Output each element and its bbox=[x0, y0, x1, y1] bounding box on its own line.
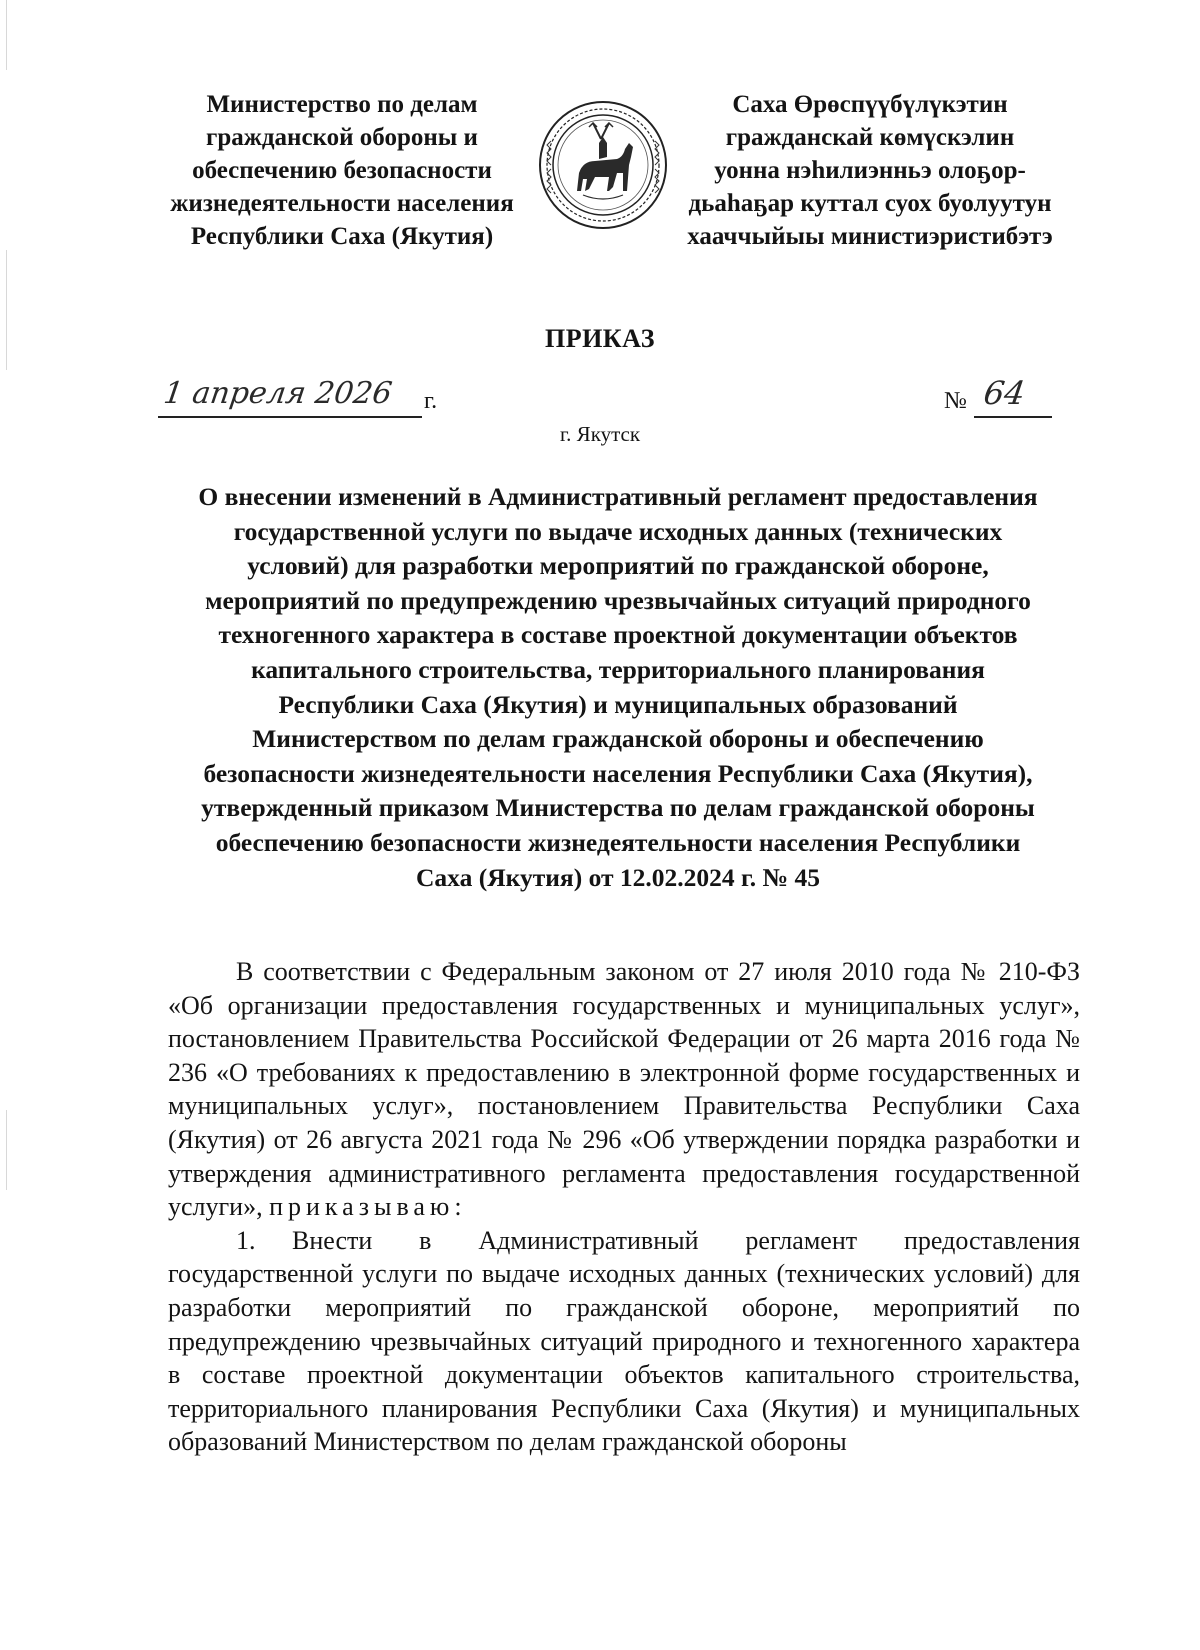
city-line: г. Якутск bbox=[559, 422, 641, 446]
scan-edge-line bbox=[6, 0, 7, 70]
item-text: Внести в Административный регламент предоставления государственной услуги по выдаче исходных данных (технических условий) для разработки мероприятий по гражданской обороне, мероприятий по предупреждению чрезвычайных ситуаций природного и техногенного характера в составе проектной документации объектов капитального строительства, территориального планирования Республики Саха (Якутия) и муниципальных образований Министерством по делам гражданской обороны bbox=[168, 1225, 1080, 1457]
date-year-suffix: г. bbox=[424, 388, 438, 414]
document-body bbox=[168, 955, 1080, 1459]
handwritten-number: 64 bbox=[981, 374, 1028, 412]
item-paragraph bbox=[168, 1224, 1080, 1459]
preamble-paragraph bbox=[168, 955, 1080, 1224]
preamble-text: В соответствии с Федеральным законом от 27 июля 2010 года № 210-ФЗ «Об организации предоставления государственных и муниципальных услуг», постановлением Правительства Российской Федерации от 26 марта 2016 года № 236 «О требованиях к предоставлению в электронной форме государственных и муниципальных услуг», постановлением Правительства Республики Саха (Якутия) от 26 августа 2021 года № 296 «Об утверждении порядка разработки и утверждения административного регламента предоставления государственной услуги», bbox=[168, 957, 1080, 1222]
ministry-name-russian: Министерство по делам гражданской обороны и обеспечению безопасности жизнедеятельности населения Республики Саха (Якутия) bbox=[170, 91, 514, 250]
order-word: приказываю: bbox=[269, 1192, 467, 1222]
number-sign: № bbox=[944, 388, 967, 414]
item-number: 1. bbox=[236, 1225, 256, 1255]
ministry-name-sakha: Саха Өрөспүүбүлүкэтин гражданскай көмүскэлин уонна нэһилиэнньэ олоҕор- дьаһаҕар куттал суох буолуутун хааччыйыы министиэристибэтэ bbox=[687, 91, 1053, 250]
date-field bbox=[158, 378, 448, 418]
order-number-field bbox=[944, 374, 1064, 418]
coat-of-arms-emblem bbox=[537, 99, 669, 231]
handwritten-date: 1 апреля 2026 bbox=[161, 376, 395, 411]
date-underline bbox=[158, 416, 422, 418]
scan-edge-line bbox=[6, 1110, 7, 1190]
number-underline bbox=[974, 416, 1052, 418]
document-title: О внесении изменений в Административный регламент предоставления государственной услуги по выдаче исходных данных (технических условий) для разработки мероприятий по гражданской обороне, мероприятий по предупреждению чрезвычайных ситуаций природного техногенного характера в составе проектной документации объектов капитального строительства, территориального планирования Республики Саха (Якутия) и муниципальных образований Министерством по делам гражданской обороны и обеспечению безопасности жизнедеятельности населения Республики Саха (Якутия), утвержденный приказом Министерства по делам гражданской обороны обеспечению безопасности жизнедеятельности населения Республики Саха (Якутия) от 12.02.2024 г. № 45 bbox=[198, 482, 1038, 892]
document-type-heading: ПРИКАЗ bbox=[544, 324, 656, 353]
